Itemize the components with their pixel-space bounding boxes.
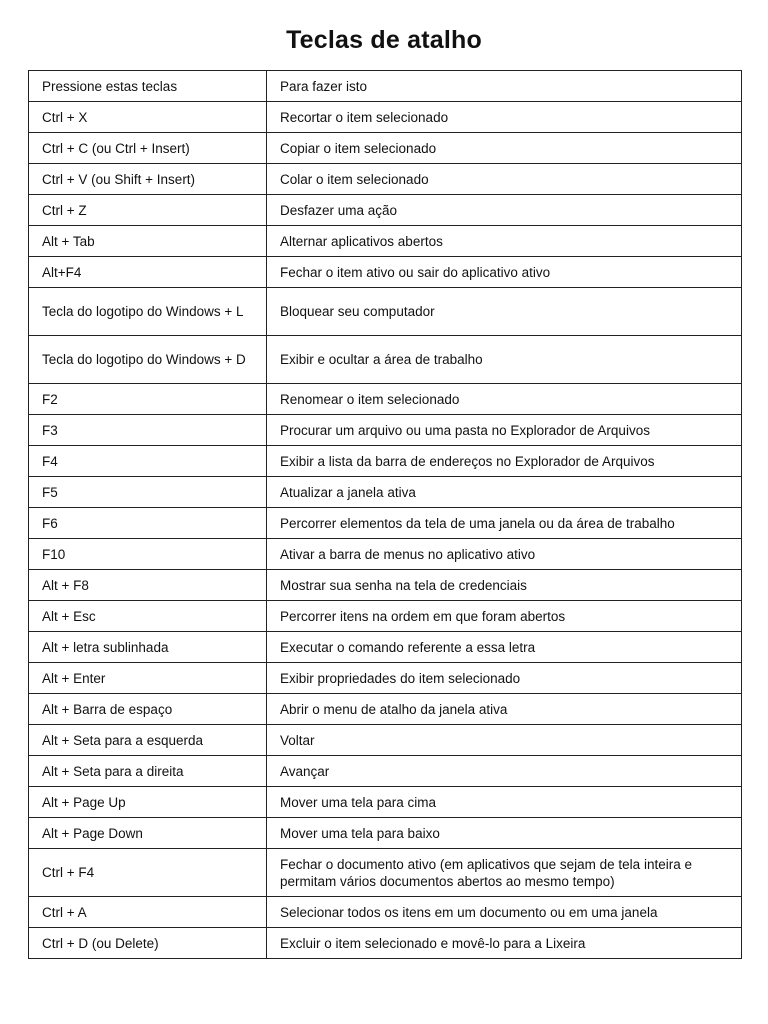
shortcut-keys: Tecla do logotipo do Windows + L [29, 288, 267, 336]
table-row [29, 897, 742, 928]
shortcut-keys: Alt + Esc [29, 601, 267, 632]
table-row [29, 226, 742, 257]
shortcut-action: Desfazer uma ação [267, 195, 742, 226]
shortcut-action: Abrir o menu de atalho da janela ativa [267, 694, 742, 725]
table-row [29, 725, 742, 756]
table-row [29, 102, 742, 133]
shortcut-keys: Alt + F8 [29, 570, 267, 601]
table-row [29, 756, 742, 787]
table-row [29, 384, 742, 415]
shortcut-action: Recortar o item selecionado [267, 102, 742, 133]
shortcut-keys: Alt + Tab [29, 226, 267, 257]
shortcut-keys: Ctrl + Z [29, 195, 267, 226]
shortcut-action: Selecionar todos os itens em um documento ou em uma janela [267, 897, 742, 928]
shortcut-action: Renomear o item selecionado [267, 384, 742, 415]
shortcut-action: Exibir a lista da barra de endereços no Explorador de Arquivos [267, 446, 742, 477]
shortcut-action: Fechar o documento ativo (em aplicativos que sejam de tela inteira e permitam vários documentos abertos ao mesmo tempo) [267, 849, 742, 897]
shortcut-keys: Alt + letra sublinhada [29, 632, 267, 663]
table-row [29, 849, 742, 897]
shortcut-keys: Alt + Enter [29, 663, 267, 694]
table-row [29, 415, 742, 446]
shortcut-keys: F2 [29, 384, 267, 415]
shortcut-keys: Ctrl + A [29, 897, 267, 928]
shortcut-keys: Alt + Barra de espaço [29, 694, 267, 725]
table-row [29, 336, 742, 384]
table-row [29, 446, 742, 477]
table-row [29, 663, 742, 694]
shortcut-action: Exibir propriedades do item selecionado [267, 663, 742, 694]
shortcut-keys: F10 [29, 539, 267, 570]
shortcut-action: Percorrer itens na ordem em que foram abertos [267, 601, 742, 632]
shortcuts-table [28, 70, 742, 959]
shortcut-action: Exibir e ocultar a área de trabalho [267, 336, 742, 384]
shortcut-action: Atualizar a janela ativa [267, 477, 742, 508]
table-row [29, 539, 742, 570]
column-header-keys: Pressione estas teclas [29, 71, 267, 102]
shortcut-keys: F4 [29, 446, 267, 477]
table-row [29, 477, 742, 508]
shortcut-keys: Ctrl + D (ou Delete) [29, 928, 267, 959]
shortcut-keys: F3 [29, 415, 267, 446]
page-title: Teclas de atalho [286, 26, 482, 54]
shortcut-keys: Alt + Page Up [29, 787, 267, 818]
shortcut-keys: F5 [29, 477, 267, 508]
shortcut-action: Voltar [267, 725, 742, 756]
shortcut-keys: Ctrl + X [29, 102, 267, 133]
table-row [29, 195, 742, 226]
shortcut-action: Mostrar sua senha na tela de credenciais [267, 570, 742, 601]
table-row [29, 928, 742, 959]
shortcut-keys: Tecla do logotipo do Windows + D [29, 336, 267, 384]
shortcut-action: Excluir o item selecionado e movê-lo para a Lixeira [267, 928, 742, 959]
shortcut-keys: Alt + Page Down [29, 818, 267, 849]
shortcut-keys: Ctrl + C (ou Ctrl + Insert) [29, 133, 267, 164]
table-row [29, 632, 742, 663]
shortcut-keys: Alt + Seta para a esquerda [29, 725, 267, 756]
table-row [29, 133, 742, 164]
table-row [29, 694, 742, 725]
shortcut-action: Copiar o item selecionado [267, 133, 742, 164]
table-row [29, 601, 742, 632]
shortcut-action: Avançar [267, 756, 742, 787]
table-row [29, 570, 742, 601]
shortcut-action: Ativar a barra de menus no aplicativo ativo [267, 539, 742, 570]
table-row [29, 257, 742, 288]
shortcut-action: Fechar o item ativo ou sair do aplicativo ativo [267, 257, 742, 288]
table-row [29, 508, 742, 539]
shortcut-keys: Ctrl + F4 [29, 849, 267, 897]
table-row [29, 288, 742, 336]
shortcut-action: Bloquear seu computador [267, 288, 742, 336]
shortcut-action: Mover uma tela para cima [267, 787, 742, 818]
shortcut-action: Alternar aplicativos abertos [267, 226, 742, 257]
shortcut-keys: Alt+F4 [29, 257, 267, 288]
shortcut-action: Mover uma tela para baixo [267, 818, 742, 849]
table-row [29, 164, 742, 195]
shortcut-keys: Ctrl + V (ou Shift + Insert) [29, 164, 267, 195]
column-header-action: Para fazer isto [267, 71, 742, 102]
shortcut-action: Colar o item selecionado [267, 164, 742, 195]
table-row [29, 787, 742, 818]
shortcut-keys: Alt + Seta para a direita [29, 756, 267, 787]
shortcut-keys: F6 [29, 508, 267, 539]
table-row [29, 818, 742, 849]
shortcut-action: Procurar um arquivo ou uma pasta no Explorador de Arquivos [267, 415, 742, 446]
table-header-row [29, 71, 742, 102]
shortcut-action: Percorrer elementos da tela de uma janela ou da área de trabalho [267, 508, 742, 539]
shortcut-action: Executar o comando referente a essa letra [267, 632, 742, 663]
